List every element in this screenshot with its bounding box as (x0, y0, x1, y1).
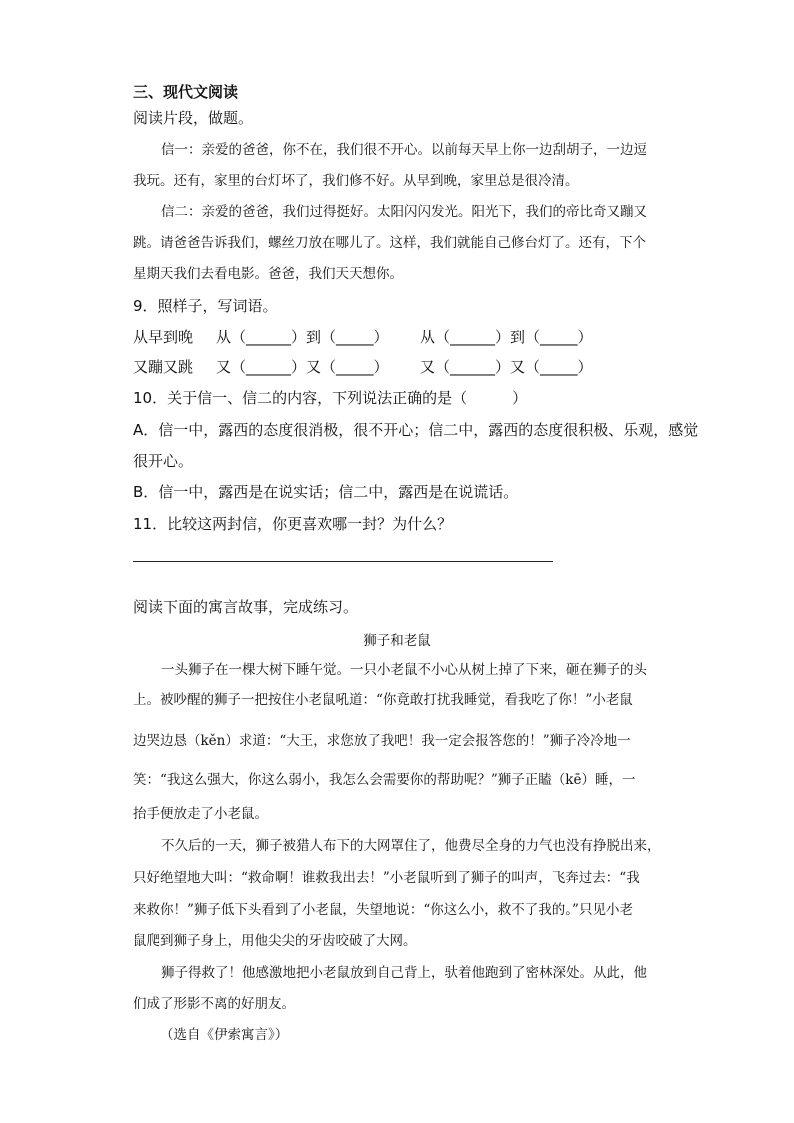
question-11-stem: 11．比较这两封信，你更喜欢哪一封？为什么？ (133, 515, 453, 533)
example-word: 从早到晚 (133, 328, 194, 346)
fable-line: 抬手便放走了小老鼠。 (133, 806, 268, 822)
fable-line: 只好绝望地大叫：“救命啊！谁救我出去！”小老鼠听到了狮子的叫声，飞奔过去：“我 (133, 870, 640, 886)
fable-line: 不久后的一天，狮子被猎人布下的大网罩住了，他费尽全身的力气也没有挣脱出来， (161, 838, 661, 854)
option-b: B．信一中，露西是在说实话；信二中，露西是在说谎话。 (133, 483, 519, 501)
fable-line: 们成了形影不离的好朋友。 (133, 996, 295, 1012)
fable-line: 来救你！”狮子低下头看到了小老鼠，失望地说：“你这么小，救不了我的。”只见小老 (133, 902, 633, 918)
question-10-stem: 10．关于信一、信二的内容，下列说法正确的是（ ） (133, 389, 528, 407)
option-a: A．信一中，露西的态度很消极，很不开心；信二中，露西的态度很积极、乐观，感觉 (133, 421, 699, 439)
example-word: 又蹦又跳 (133, 358, 194, 376)
letter-two-line: 信二：亲爱的爸爸，我们过得挺好。太阳闪闪发光。阳光下，我们的帝比奇又蹦又 (161, 204, 647, 220)
fill-blank[interactable]: 从（______）到（_____） (420, 328, 593, 346)
section-heading: 三、现代文阅读 (133, 83, 239, 101)
reading-instruction: 阅读片段，做题。 (133, 109, 254, 127)
question-9-stem: 9．照样子，写词语。 (133, 297, 278, 315)
fable-line: 一头狮子在一棵大树下睡午觉。一只小老鼠不小心从树上掉了下来，砸在狮子的头 (161, 662, 647, 678)
fill-blank[interactable]: 又（______）又（_____） (420, 358, 593, 376)
fable-instruction: 阅读下面的寓言故事，完成练习。 (133, 598, 359, 616)
fable-source: （选自《伊索寓言》） (160, 1027, 289, 1043)
letter-two-line: 跳。请爸爸告诉我们，螺丝刀放在哪儿了。这样，我们就能自己修台灯了。还有，下个 (133, 235, 646, 251)
option-a-cont: 很开心。 (133, 452, 194, 470)
fable-line: 边哭边恳（kěn）求道：“大王，求您放了我吧！我一定会报答您的！”狮子冷冷地一 (133, 733, 631, 749)
fable-line: 上。被吵醒的狮子一把按住小老鼠吼道：“你竟敢打扰我睡觉，看我吃了你！”小老鼠 (133, 692, 633, 708)
fill-blank[interactable]: 从（______）到（_____） (216, 328, 389, 346)
answer-line[interactable] (133, 561, 553, 562)
letter-two-line: 星期天我们去看电影。爸爸，我们天天想你。 (133, 266, 403, 282)
letter-one-line: 我玩。还有，家里的台灯坏了，我们修不好。从早到晚，家里总是很冷清。 (133, 173, 579, 189)
fable-title: 狮子和老鼠 (363, 633, 431, 649)
letter-one-line: 信一：亲爱的爸爸，你不在，我们很不开心。以前每天早上你一边刮胡子，一边逗 (161, 142, 647, 158)
fable-line: 狮子得救了！他感激地把小老鼠放到自己背上，驮着他跑到了密林深处。从此，他 (161, 965, 647, 981)
fable-line: 笑：“我这么强大，你这么弱小，我怎么会需要你的帮助呢？”狮子正瞌（kē）睡，一 (133, 772, 636, 788)
fable-line: 鼠爬到狮子身上，用他尖尖的牙齿咬破了大网。 (133, 933, 417, 949)
fill-blank[interactable]: 又（______）又（_____） (216, 358, 389, 376)
